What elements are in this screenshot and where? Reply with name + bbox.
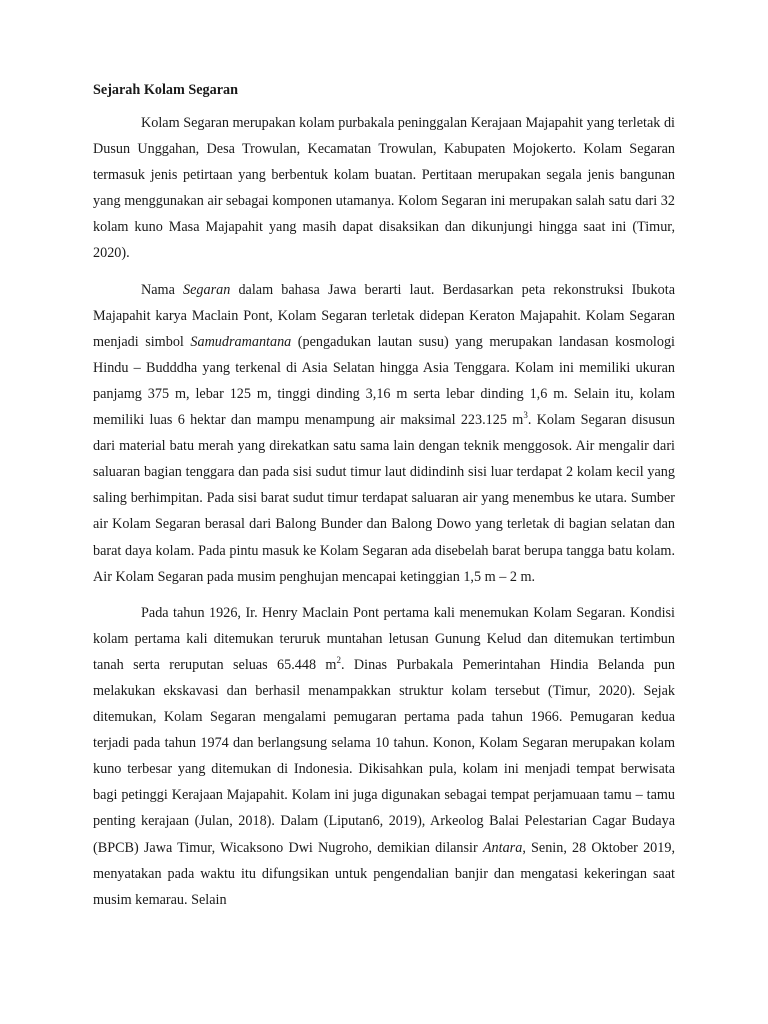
paragraph-2-text-g: . Kolam Segaran disusun dari material batu merah yang direkatkan satu sama lain dengan teknik menggosok. Air mengalir dari saluaran bagian tenggara dan pada sisi sudut timur laut didindinh sisi luar terdapat 2 kolam kecil yang saling berhimpitan. Pada sisi barat sudut timur terdapat saluaran air yang menembus ke utara. Sumber air Kolam Segaran berasal dari Balong Bunder dan Balong Dowo yang terletak di bagian selatan dan barat daya kolam. Pada pintu masuk ke Kolam Segaran ada disebelah barat berupa tangga batu kolam. Air Kolam Segaran pada musim penghujan mencapai ketinggian 1,5 m – 2 m. — [93, 412, 675, 585]
paragraph-2-text-a: Nama — [141, 281, 184, 298]
paragraph-2-italic-samudramantana: Samudramantana — [190, 333, 292, 350]
paragraph-1: Kolam Segaran merupakan kolam purbakala peninggalan Kerajaan Majapahit yang terletak di Dusun Unggahan, Desa Trowulan, Kecamatan Trowulan, Kabupaten Mojokerto. Kolam Segaran termasuk jenis petirtaan yang berbentuk kolam buatan. Pertitaan merupakan segala jenis bangunan yang menggunakan air sebagai komponen utamanya. Kolom Segaran ini merupakan salah satu dari 32 kolam kuno Masa Majapahit yang masih dapat disaksikan dan dikunjungi hingga saat ini (Timur, 2020). — [93, 115, 675, 262]
document-body — [93, 80, 675, 923]
paragraph-2 — [93, 277, 675, 590]
paragraph-3-text-c: . Dinas Purbakala Pemerintahan Hindia Belanda pun melakukan ekskavasi dan berhasil menampakkan struktur kolam tersebut (Timur, 2020). Sejak ditemukan, Kolam Segaran mengalami pemugaran pertama pada tahun 1966. Pemugaran kedua terjadi pada tahun 1974 dan berlangsung selama 10 tahun. Konon, Kolam Segaran merupakan kolam kuno terbesar yang ditemukan di Indonesia. Dikisahkan pula, kolam ini menjadi tempat berwisata bagi petinggi Kerajaan Majapahit. Kolam ini juga digunakan sebagai tempat perjamuaan tamu – tamu penting kerajaan (Julan, 2018). Dalam (Liputan6, 2019), Arkeolog Balai Pelestarian Cagar Budaya (BPCB) Jawa Timur, Wicaksono Dwi Nugroho, demikian dilansir — [93, 656, 676, 856]
paragraph-3-superscript: 2 — [336, 654, 341, 665]
paragraph-3-italic-antara: Antara — [482, 839, 523, 856]
paragraph-3 — [93, 600, 675, 913]
paragraph-2-text-c: dalam bahasa Jawa berarti laut. Berdasarkan peta rekonstruksi Ibukota Majapahit karya Maclain Pont, Kolam Segaran terletak didepan Keraton Majapahit. Kolam Segaran menjadi simbol — [93, 281, 675, 350]
paragraph-2-italic-segaran: Segaran — [183, 281, 231, 298]
document-title: Sejarah Kolam Segaran — [93, 82, 239, 98]
paragraph-2-text-e: (pengadukan lautan susu) yang merupakan landasan kosmologi Hindu – Budddha yang terkenal di Asia Selatan hingga Asia Tenggara. Kolam ini memiliki ukuran panjamg 375 m, lebar 125 m, tinggi dinding 3,16 m serta lebar dinding 1,6 m. Selain itu, kolam memiliki luas 6 hektar dan mampu menampung air maksimal 223.125 m — [93, 333, 675, 429]
paragraph-2-superscript: 3 — [523, 410, 528, 421]
paragraph-3-text-a: Pada tahun 1926, Ir. Henry Maclain Pont pertama kali menemukan Kolam Segaran. Kondisi kolam pertama kali ditemukan teruruk muntahan letusan Gunung Kelud dan ditemukan tertimbun tanah serta reruputan seluas 65.448 m — [93, 604, 675, 673]
paragraph-3-text-e: , Senin, 28 Oktober 2019, menyatakan pada waktu itu difungsikan untuk pengendalian banjir dan mengatasi kekeringan saat musim kemarau. Selain — [93, 839, 675, 908]
